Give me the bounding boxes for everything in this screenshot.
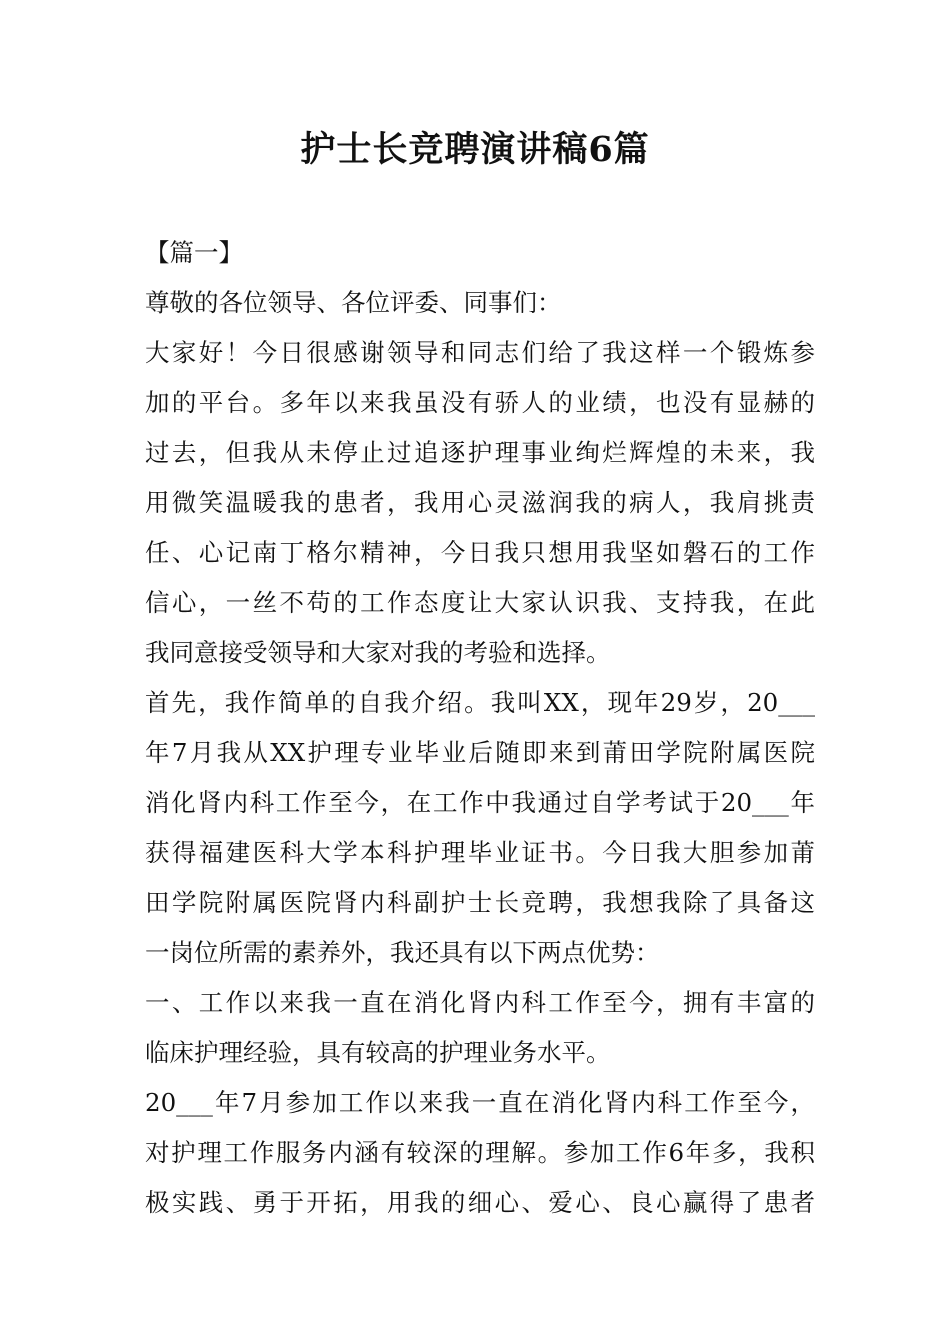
body-text-line: 田学院附属医院肾内科副护士长竞聘，我想我除了具备这 [145,888,815,917]
document-title: 护士长竞聘演讲稿6篇 [300,129,650,170]
body-text-line: 对护理工作服务内涵有较深的理解。参加工作6年多，我积 [145,1138,815,1167]
body-text-line: 加的平台。多年以来我虽没有骄人的业绩，也没有显赫的 [145,388,815,417]
body-text-line: 首先，我作简单的自我介绍。我叫XX，现年29岁，20___ [145,688,815,717]
body-text-line: 我同意接受领导和大家对我的考验和选择。 [145,638,611,667]
body-text-line: 20___年7月参加工作以来我一直在消化肾内科工作至今， [145,1088,815,1117]
body-text-line: 极实践、勇于开拓，用我的细心、爱心、良心赢得了患者 [145,1188,815,1217]
document-body [145,228,815,1228]
body-text-line: 年7月我从XX护理专业毕业后随即来到莆田学院附属医院 [145,738,815,767]
body-text-line: 一岗位所需的素养外，我还具有以下两点优势： [145,938,660,967]
body-text-line: 信心，一丝不苟的工作态度让大家认识我、支持我，在此 [145,588,815,617]
body-text-line: 【篇一】 [145,238,243,267]
body-text-line: 用微笑温暖我的患者，我用心灵滋润我的病人，我肩挑责 [145,488,815,517]
body-text-line: 消化肾内科工作至今，在工作中我通过自学考试于20___年 [145,788,815,817]
body-text-line: 一、工作以来我一直在消化肾内科工作至今，拥有丰富的 [145,988,815,1017]
body-text-line: 过去，但我从未停止过追逐护理事业绚烂辉煌的未来，我 [145,438,815,467]
body-text-line: 任、心记南丁格尔精神，今日我只想用我坚如磐石的工作 [145,538,815,567]
body-text-line: 尊敬的各位领导、各位评委、同事们： [145,288,562,317]
body-text-line: 大家好！今日很感谢领导和同志们给了我这样一个锻炼参 [145,338,815,367]
body-text-line: 获得福建医科大学本科护理毕业证书。今日我大胆参加莆 [145,838,815,867]
body-text-line: 临床护理经验，具有较高的护理业务水平。 [145,1038,611,1067]
